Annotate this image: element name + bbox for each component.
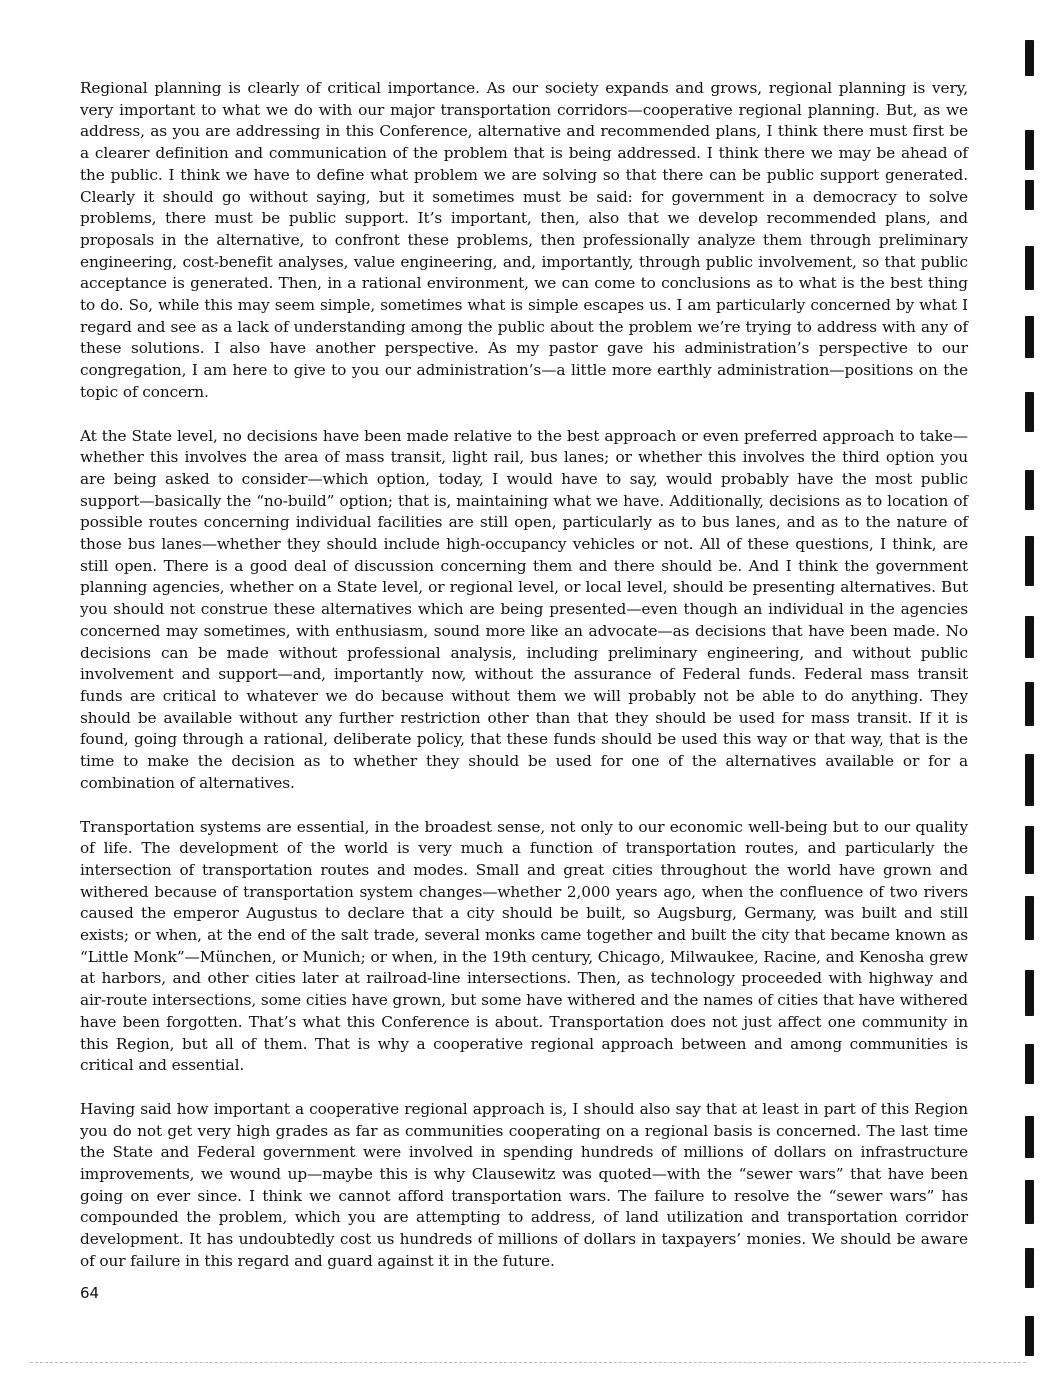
edge-mark (1025, 754, 1034, 806)
edge-mark (1025, 1116, 1034, 1158)
edge-mark (1025, 1248, 1034, 1288)
edge-mark (1025, 1316, 1034, 1356)
edge-mark (1025, 682, 1034, 726)
edge-mark (1025, 180, 1034, 210)
edge-mark (1025, 616, 1034, 658)
scan-edge-marks (1018, 30, 1034, 1360)
edge-mark (1025, 470, 1034, 510)
scan-bottom-rule (30, 1362, 1026, 1363)
paragraph-state-level: At the State level, no decisions have been made relative to the best approach or even preferred approach to take—whether this involves the area of mass transit, light rail, bus lanes; or whether this involves the third option you are being asked to consider—which option, today, I would have to say, would probably have the most public support—basically the “no-build” option; that is, maintaining what we have. Additionally, decisions as to location of possible routes concerning individual facilities are still open, particularly as to bus lanes, and as to the nature of those bus lanes—whether they should include high-occupancy vehicles or not. All of these questions, I think, are still open. There is a good deal of discussion concerning them and there should be. And I think the government planning agencies, whether on a State level, or regional level, or local level, should be presenting alternatives. But you should not construe these alternatives which are being presented—even though an individual in the agencies concerned may sometimes, with enthusiasm, sound more like an advocate—as decisions that have been made. No decisions can be made without professional analysis, including preliminary engineering, and without public involvement and support—and, importantly now, without the assurance of Federal funds. Federal mass transit funds are critical to whatever we do because without them we will probably not be able to do anything. They should be available without any further restriction other than that they should be used for mass transit. If it is found, going through a rational, deliberate policy, that these funds should be used this way or that way, that is the time to make the decision as to whether they should be used for one of the alternatives available or for a combination of alternatives. (80, 426, 968, 792)
edge-mark (1025, 130, 1034, 170)
page-number: 64 (80, 1284, 100, 1302)
paragraph-transportation-systems: Transportation systems are essential, in the broadest sense, not only to our economic well-being but to our quality of life. The development of the world is very much a function of transportation routes, and particularly the intersection of transportation routes and modes. Small and great cities throughout the world have grown and withered because of transportation system changes—whether 2,000 years ago, when the confluence of two rivers caused the emperor Augustus to declare that a city should be built, so Augsburg, Germany, was built and still exists; or when, at the end of the salt trade, several monks came together and built the city that became known as “Little Monk”—München, or Munich; or when, in the 19th century, Chicago, Milwaukee, Racine, and Kenosha grew at harbors, and other cities later at railroad-line intersections. Then, as technology proceeded with highway and air-route intersections, some cities have grown, but some have withered and the names of cities that have withered have been forgotten. That’s what this Conference is about. Transportation does not just affect one community in this Region, but all of them. That is why a cooperative regional approach between and among communities is critical and essential. (80, 817, 968, 1075)
edge-mark (1025, 392, 1034, 432)
edge-mark (1025, 970, 1034, 1016)
edge-mark (1025, 826, 1034, 874)
paragraph-cooperative-approach: Having said how important a cooperative regional approach is, I should also say that at least in part of this Region you do not get very high grades as far as communities cooperating on a regional basis is concerned. The last time the State and Federal government were involved in spending hundreds of millions of dollars on infrastructure improvements, we wound up—maybe this is why Clausewitz was quoted—with the “sewer wars” that have been going on ever since. I think we cannot afford transportation wars. The failure to resolve the “sewer wars” has compounded the problem, which you are attempting to address, of land utilization and transportation corridor development. It has undoubtedly cost us hundreds of millions of dollars in taxpayers’ monies. We should be aware of our failure in this regard and guard against it in the future. (80, 1099, 968, 1270)
edge-mark (1025, 1180, 1034, 1224)
edge-mark (1025, 246, 1034, 290)
edge-mark (1025, 40, 1034, 76)
edge-mark (1025, 316, 1034, 358)
edge-mark (1025, 1044, 1034, 1084)
page-body (80, 78, 968, 1295)
edge-mark (1025, 536, 1034, 586)
paragraph-regional-planning: Regional planning is clearly of critical importance. As our society expands and grows, regional planning is very, very important to what we do with our major transportation corridors—cooperative regional planning. But, as we address, as you are addressing in this Conference, alternative and recommended plans, I think there must first be a clearer definition and communication of the problem that is being addressed. I think there we may be ahead of the public. I think we have to define what problem we are solving so that there can be public support generated. Clearly it should go without saying, but it sometimes must be said: for government in a democracy to solve problems, there must be public support. It’s important, then, also that we develop recommended plans, and proposals in the alternative, to confront these problems, then professionally analyze them through preliminary engineering, cost-benefit analyses, value engineering, and, importantly, through public involvement, so that public acceptance is generated. Then, in a rational environment, we can come to conclusions as to what is the best thing to do. So, while this may seem simple, sometimes what is simple escapes us. I am particularly concerned by what I regard and see as a lack of understanding among the public about the problem we’re trying to address with any of these solutions. I also have another perspective. As my pastor gave his administration’s perspective to our congregation, I am here to give to you our administration’s—a little more earthly administration—positions on the topic of concern. (80, 79, 968, 401)
edge-mark (1025, 896, 1034, 940)
